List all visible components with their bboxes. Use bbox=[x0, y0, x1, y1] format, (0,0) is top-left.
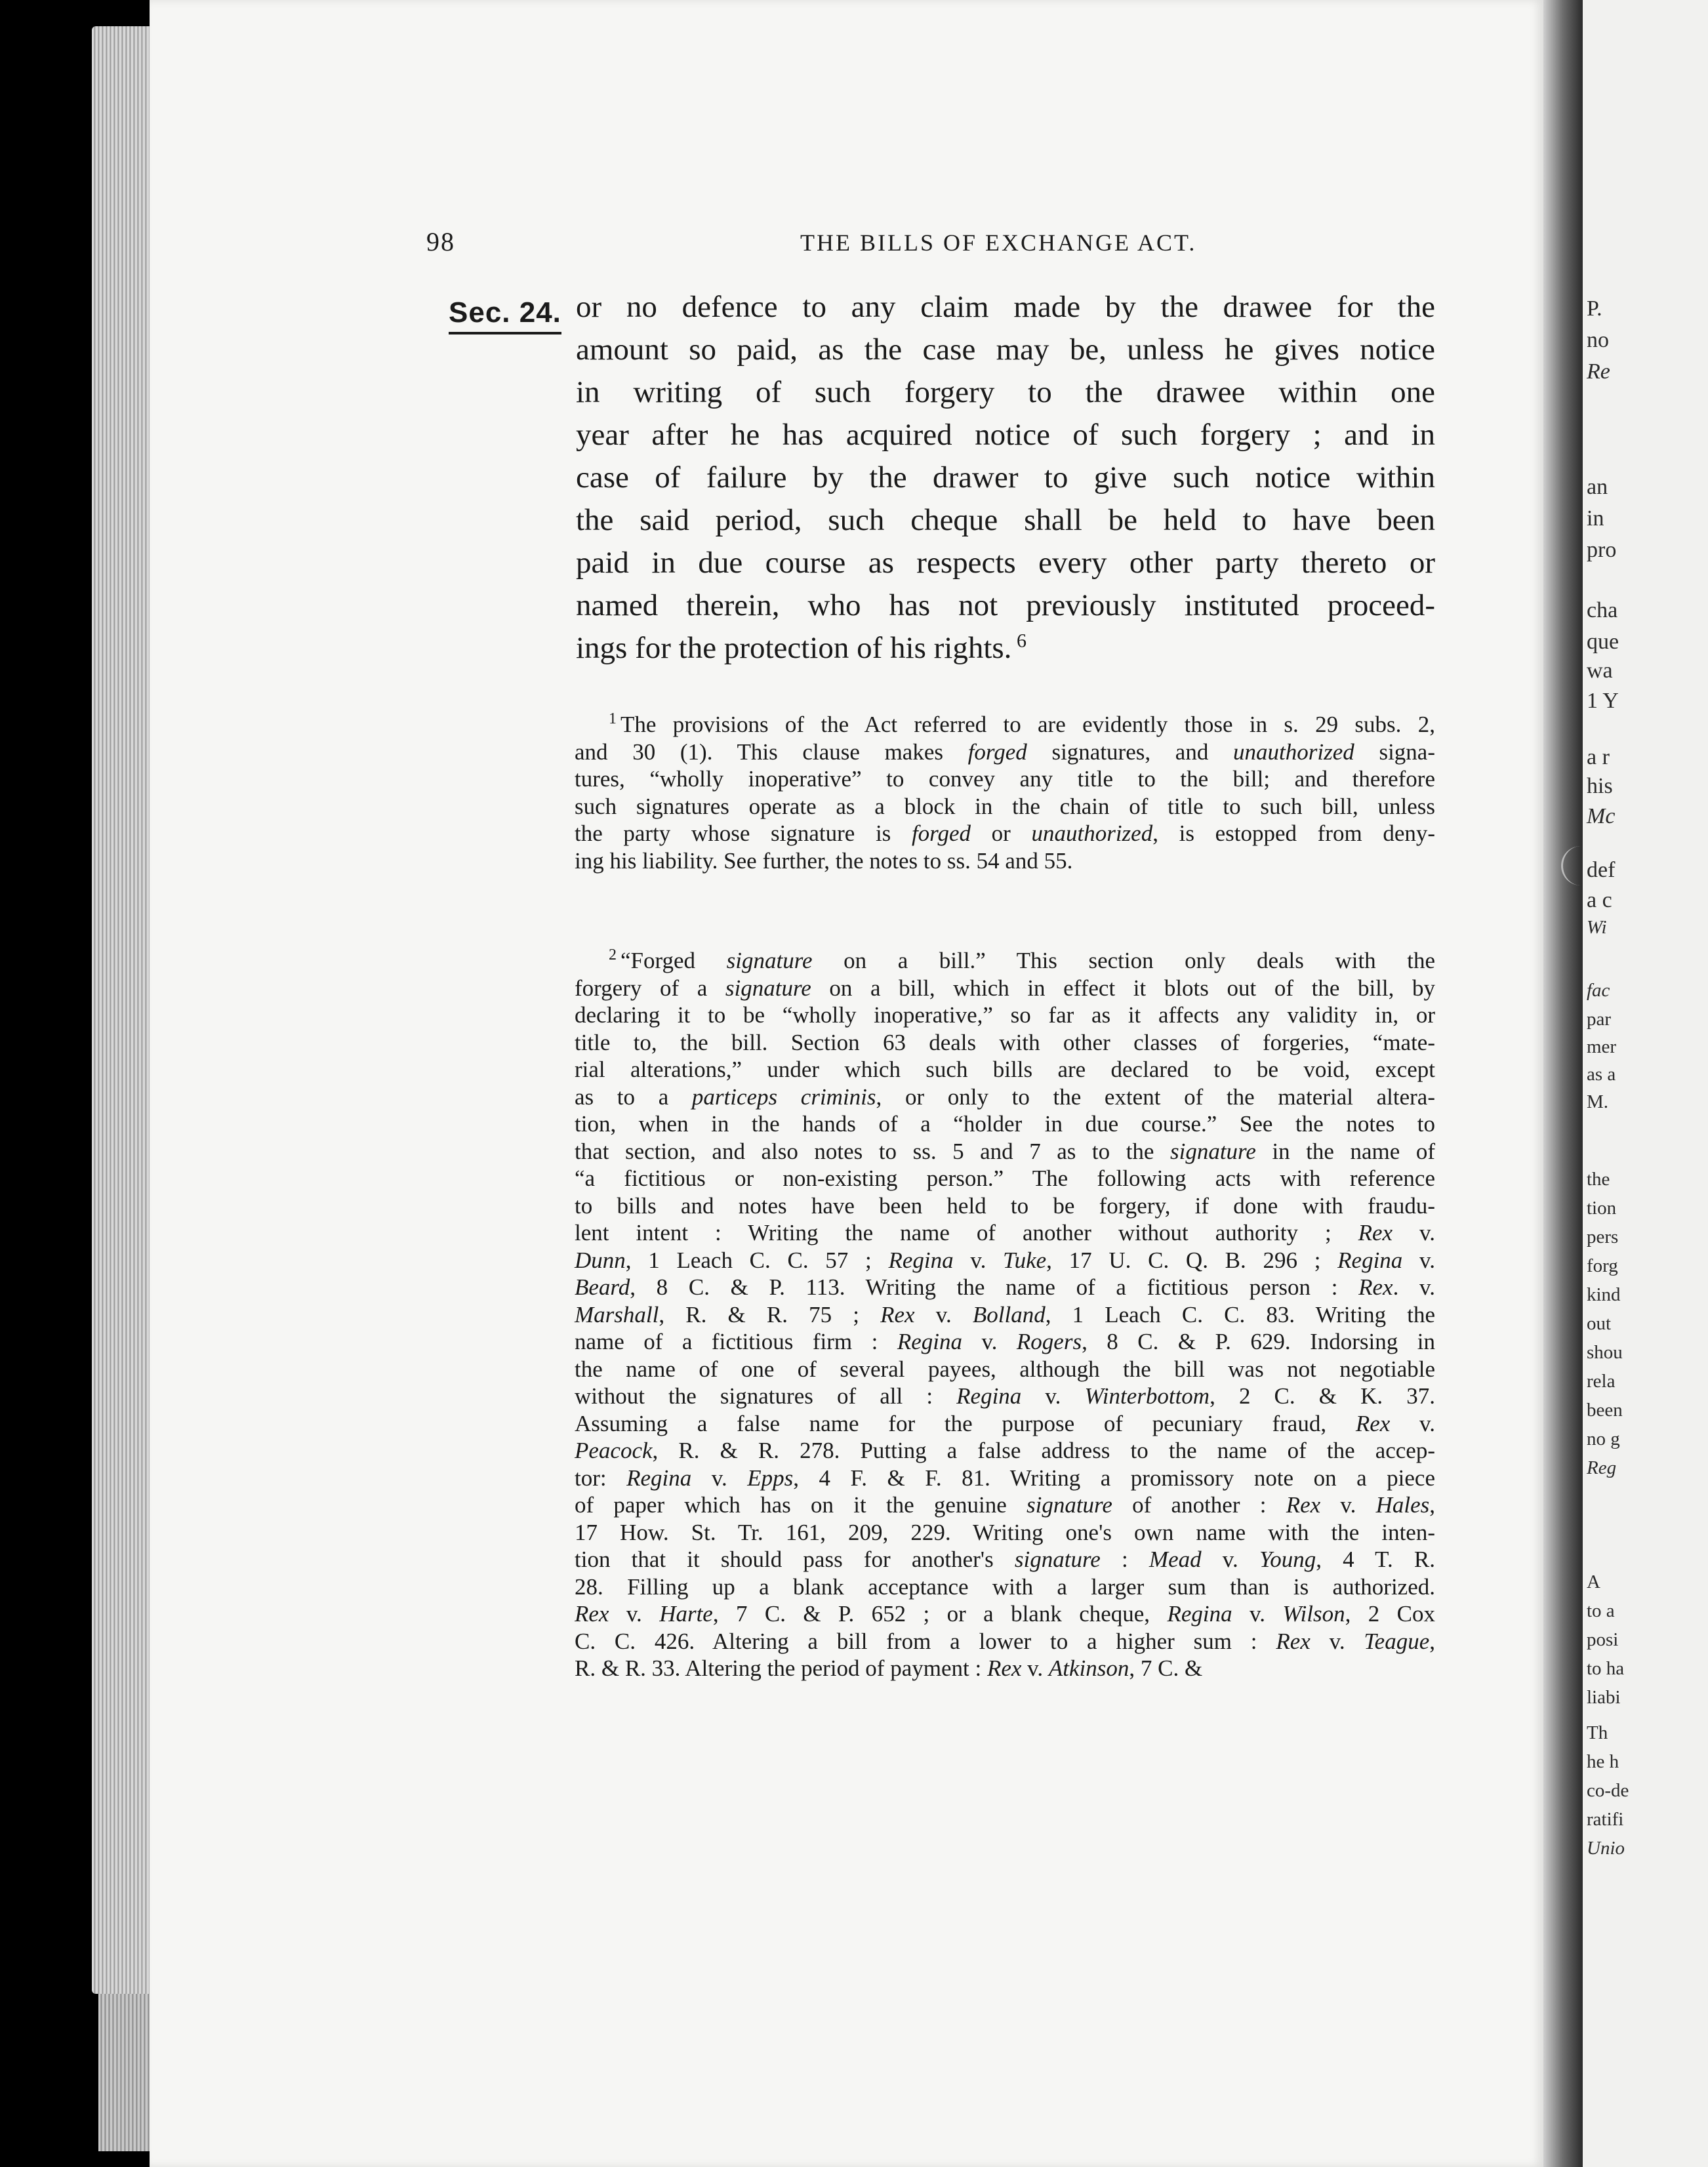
main-text-block bbox=[576, 286, 1435, 670]
footnote-line: declaring it to be “wholly inoperative,” so far as it affects any validity in, or bbox=[575, 1002, 1435, 1028]
main-text-line: or no defence to any claim made by the drawee for the bbox=[576, 290, 1435, 324]
footnote-line: Peacock, R. & R. 278. Putting a false address to the name of the accep- bbox=[575, 1438, 1435, 1463]
adjacent-page-text-fragment: M. bbox=[1587, 1091, 1609, 1112]
footnote-1 bbox=[575, 711, 1435, 874]
footnote-line: Assuming a false name for the purpose of pecuniary fraud, Rex v. bbox=[575, 1410, 1435, 1436]
adjacent-page-text-fragment: Re bbox=[1587, 359, 1610, 384]
running-head bbox=[426, 226, 1450, 266]
adjacent-page-text-fragment: out bbox=[1587, 1313, 1612, 1334]
footnote-line: 17 How. St. Tr. 161, 209, 229. Writing one's own name with the inten- bbox=[575, 1519, 1435, 1545]
adjacent-page-text-fragment: 1 Y bbox=[1587, 689, 1619, 713]
adjacent-page-text-fragment: tion bbox=[1587, 1198, 1617, 1219]
adjacent-page-text-fragment: to ha bbox=[1587, 1658, 1625, 1679]
footnote-line: to bills and notes have been held to be forgery, if done with fraudu- bbox=[575, 1192, 1435, 1219]
adjacent-page-text-fragment: shou bbox=[1587, 1342, 1623, 1363]
page-number: 98 bbox=[426, 227, 455, 256]
adjacent-page-text-fragment: liabi bbox=[1587, 1687, 1621, 1708]
footnote-line: rial alterations,” under which such bills are declared to be void, except bbox=[575, 1057, 1435, 1082]
adjacent-page-text-fragment: def bbox=[1587, 858, 1616, 882]
adjacent-page-text-fragment: cha bbox=[1587, 598, 1618, 622]
adjacent-page-text-fragment: no g bbox=[1587, 1428, 1620, 1449]
adjacent-page-text-fragment: Wi bbox=[1587, 917, 1607, 938]
footnote-line: 28. Filling up a blank acceptance with a larger sum than is authorized. bbox=[575, 1573, 1435, 1600]
footnote-line: lent intent : Writing the name of another without authority ; Rex v. bbox=[575, 1220, 1435, 1246]
adjacent-page-text-fragment: par bbox=[1587, 1009, 1612, 1030]
adjacent-page-text-fragment: no bbox=[1587, 328, 1609, 352]
footnote-line: $^2$ “Forged signature on a bill.” This section only deals with the bbox=[609, 946, 1435, 973]
footnote-line: C. C. 426. Altering a bill from a lower to a higher sum : Rex v. Teague, bbox=[575, 1628, 1435, 1654]
running-title: THE BILLS OF EXCHANGE ACT. bbox=[800, 230, 1197, 256]
footnote-line: and 30 (1). This clause makes forged signatures, and unauthorized signa- bbox=[575, 739, 1435, 765]
adjacent-page-text-fragment: in bbox=[1587, 506, 1604, 531]
stacked-page-edges bbox=[92, 26, 151, 1994]
adjacent-page-text-fragment: Unio bbox=[1587, 1838, 1625, 1859]
adjacent-page-edge bbox=[1583, 0, 1708, 2167]
footnote-line: ing his liability. See further, the notes to ss. 54 and 55. bbox=[575, 847, 1073, 874]
footnote-line: such signatures operate as a block in the chain of title to such bill, unless bbox=[575, 793, 1435, 819]
main-text-line: paid in due course as respects every other party thereto or bbox=[576, 546, 1435, 580]
footnote-line: R. & R. 33. Altering the period of payment : Rex v. Atkinson, 7 C. & bbox=[575, 1655, 1203, 1681]
book-gutter bbox=[1543, 0, 1583, 2167]
footnote-line: Marshall, R. & R. 75 ; Rex v. Bolland, 1 Leach C. C. 83. Writing the bbox=[575, 1301, 1435, 1327]
adjacent-page-text-fragment: ratifi bbox=[1587, 1809, 1624, 1830]
footnote-line: Dunn, 1 Leach C. C. 57 ; Regina v. Tuke, 17 U. C. Q. B. 296 ; Regina v. bbox=[575, 1247, 1435, 1273]
footnote-marker: 1 bbox=[609, 710, 617, 728]
adjacent-page-text-fragment: P. bbox=[1587, 296, 1602, 321]
main-text-line: in writing of such forgery to the drawee within one bbox=[576, 375, 1435, 409]
adjacent-page-text-fragment: as a bbox=[1587, 1064, 1616, 1085]
footnote-line: tures, “wholly inoperative” to convey any title to the bill; and therefore bbox=[575, 766, 1435, 792]
adjacent-page-text-fragment: pers bbox=[1587, 1226, 1619, 1247]
footnote-line: Beard, 8 C. & P. 113. Writing the name of a fictitious person : Rex. v. bbox=[575, 1274, 1435, 1300]
adjacent-page-text-fragment: his bbox=[1587, 774, 1613, 798]
footnote-line: tion, when in the hands of a “holder in due course.” See the notes to bbox=[575, 1111, 1435, 1137]
adjacent-page-text-fragment: he h bbox=[1587, 1751, 1619, 1772]
adjacent-page-text-fragment: co-de bbox=[1587, 1780, 1629, 1801]
footnote-line: title to, the bill. Section 63 deals with other classes of forgeries, “mate- bbox=[575, 1029, 1435, 1055]
adjacent-page-text-fragment: the bbox=[1587, 1169, 1610, 1190]
footnote-line: forgery of a signature on a bill, which in effect it blots out of the bill, by bbox=[575, 975, 1435, 1001]
main-text-line: ings for the protection of his rights. $^6$ bbox=[576, 630, 1027, 665]
main-text-line: amount so paid, as the case may be, unless he gives notice bbox=[576, 333, 1435, 367]
footnote-marker: 2 bbox=[609, 946, 617, 964]
footnote-line: $^1$ The provisions of the Act referred to are evidently those in s. 29 subs. 2, bbox=[609, 710, 1435, 737]
main-text-line: named therein, who has not previously instituted proceed- bbox=[576, 588, 1435, 622]
adjacent-page-text-fragment: an bbox=[1587, 475, 1608, 499]
footnote-line: the party whose signature is forged or unauthorized, is estopped from deny- bbox=[575, 820, 1436, 846]
section-label: Sec. 24. bbox=[449, 296, 561, 334]
main-text-line: year after he has acquired notice of such forgery ; and in bbox=[576, 418, 1435, 452]
footnote-line: name of a fictitious firm : Regina v. Rogers, 8 C. & P. 629. Indorsing in bbox=[575, 1329, 1435, 1354]
adjacent-page-text-fragment: mer bbox=[1587, 1036, 1617, 1057]
adjacent-page-text-fragment: a r bbox=[1587, 745, 1610, 769]
footnote-reference: 6 bbox=[1011, 630, 1027, 652]
adjacent-page-text-fragment: posi bbox=[1587, 1629, 1619, 1650]
adjacent-page-text-fragment: forg bbox=[1587, 1255, 1618, 1276]
footnote-line: the name of one of several payees, although the bill was not negotiable bbox=[575, 1356, 1435, 1382]
adjacent-page-text-fragment: rela bbox=[1587, 1371, 1616, 1392]
adjacent-page-text-fragment: A bbox=[1587, 1571, 1600, 1592]
adjacent-page-text-fragment: a c bbox=[1587, 888, 1612, 912]
stacked-page-edges-lower bbox=[98, 1994, 151, 2151]
adjacent-page-text-fragment: been bbox=[1587, 1400, 1623, 1421]
adjacent-page-text-fragment: Reg bbox=[1587, 1457, 1617, 1478]
footnote-line: that section, and also notes to ss. 5 and 7 as to the signature in the name of bbox=[575, 1138, 1435, 1164]
adjacent-page-text-fragment: wa bbox=[1587, 658, 1613, 683]
footnote-line: “a fictitious or non-existing person.” The following acts with reference bbox=[575, 1165, 1435, 1191]
footnote-line: tion that it should pass for another's signature : Mead v. Young, 4 T. R. bbox=[575, 1547, 1435, 1572]
footnote-line: Rex v. Harte, 7 C. & P. 652 ; or a blank cheque, Regina v. Wilson, 2 Cox bbox=[575, 1601, 1435, 1627]
adjacent-page-text-fragment: to a bbox=[1587, 1600, 1615, 1621]
footnote-line: without the signatures of all : Regina v. Winterbottom, 2 C. & K. 37. bbox=[575, 1383, 1435, 1409]
adjacent-page-text-fragment: Th bbox=[1587, 1722, 1608, 1743]
footnote-line: tor: Regina v. Epps, 4 F. & F. 81. Writing a promissory note on a piece bbox=[575, 1465, 1435, 1491]
adjacent-page-text-fragment: fac bbox=[1587, 980, 1610, 1001]
adjacent-page-text-fragment: kind bbox=[1587, 1284, 1621, 1305]
adjacent-page-text-fragment: que bbox=[1587, 630, 1619, 654]
main-text-line: the said period, such cheque shall be held to have been bbox=[576, 503, 1435, 537]
footnote-line: as to a particeps criminis, or only to the extent of the material altera- bbox=[575, 1084, 1435, 1110]
footnote-2 bbox=[575, 947, 1435, 1682]
adjacent-page-text-fragment: Mc bbox=[1587, 804, 1616, 828]
footnote-line: of paper which has on it the genuine signature of another : Rex v. Hales, bbox=[575, 1492, 1435, 1518]
adjacent-page-text-fragment: pro bbox=[1587, 538, 1617, 562]
main-text-line: case of failure by the drawer to give such notice within bbox=[576, 460, 1435, 495]
